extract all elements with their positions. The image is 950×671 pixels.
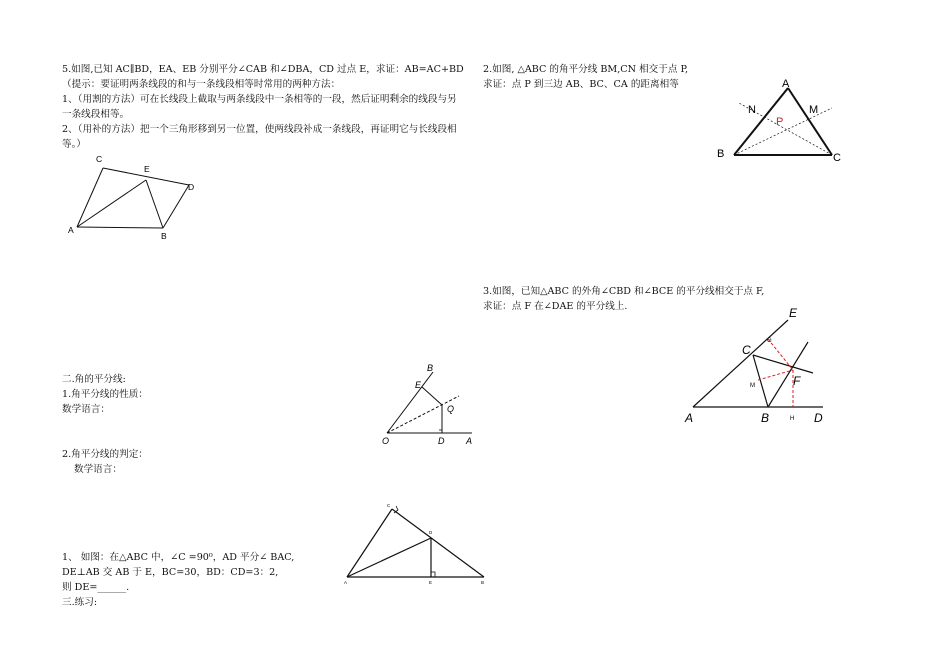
label-p: P	[776, 116, 784, 128]
angle-bisector-judgment: 2.角平分线的判定：	[62, 449, 148, 460]
section2-heading: 二.角的平分线:	[62, 374, 126, 385]
label-e: E	[144, 164, 150, 174]
problem2-line1: 2.如图, △ABC 的角平分线 BM,CN 相交于点 P,	[483, 64, 689, 75]
figure-angle-bisector	[375, 360, 485, 448]
label-a: A	[344, 580, 348, 585]
problem5-line6: 等。）	[62, 139, 86, 150]
label-e: E	[429, 580, 433, 585]
math-language-1: 数学语言：	[62, 404, 110, 415]
label-a: A	[685, 411, 694, 425]
problem5-line4: 一条线段相等。	[62, 109, 130, 120]
label-m: M	[809, 104, 819, 116]
example1-line1: 1、 如图：在△ABC 中，∠C =90⁰，AD 平分∠ BAC,	[62, 552, 295, 563]
label-a: A	[782, 78, 790, 90]
label-e: E	[789, 306, 798, 320]
math-language-2: 数学语言：	[74, 464, 122, 475]
label-e: E	[415, 380, 422, 390]
problem2-line2: 求证：点 P 到三边 AB、BC、CA 的距离相等	[483, 79, 679, 90]
label-f: F	[793, 374, 801, 388]
label-b: B	[427, 363, 434, 373]
problem5-line2: （提示：要证明两条线段的和与一条线段相等时常用的两种方法：	[62, 79, 341, 90]
label-d: D	[188, 182, 195, 192]
figure-problem2	[712, 75, 852, 170]
label-c: C	[833, 152, 841, 164]
label-b: B	[761, 411, 770, 425]
label-h: H	[790, 416, 795, 422]
problem3-line2: 求证：点 F 在∠DAE 的平分线上.	[483, 301, 628, 312]
label-d: D	[429, 530, 433, 535]
example1-line3: 则 DE=______.	[62, 582, 130, 593]
angle-bisector-property: 1.角平分线的性质：	[62, 389, 148, 400]
figure-example1	[340, 500, 490, 590]
problem5-line5: 2、（用补的方法）把一个三角形移到另一位置，使两线段补成一条线段，再证明它与长线段相	[62, 124, 457, 135]
example1-line2: DE⊥AB 交 AB 于 E，BC=30，BD：CD=3：2,	[62, 567, 279, 578]
label-o: O	[382, 436, 390, 446]
label-n: N	[748, 104, 756, 116]
label-d: D	[814, 411, 823, 425]
figure-problem3	[680, 300, 845, 430]
label-c: C	[742, 343, 751, 357]
label-g: G	[767, 338, 772, 344]
label-c: C	[387, 503, 391, 508]
figure-problem5	[60, 148, 210, 243]
label-b: B	[481, 580, 485, 585]
practice-heading: 三.练习:	[62, 597, 98, 608]
label-a: A	[466, 436, 473, 446]
problem5-line1: 5.如图,已知 AC∥BD，EA、EB 分别平分∠CAB 和∠DBA，CD 过点 E，求证：AB=AC+BD	[62, 64, 464, 75]
label-c: C	[96, 154, 103, 164]
label-m: M	[750, 383, 755, 389]
label-b: B	[717, 148, 725, 160]
label-d: D	[438, 436, 445, 446]
label-b: B	[161, 231, 167, 241]
label-a: A	[68, 225, 74, 235]
problem3-line1: 3.如图，已知△ABC 的外角∠CBD 和∠BCE 的平分线相交于点 F,	[483, 286, 765, 297]
problem5-line3: 1、（用割的方法）可在长线段上截取与两条线段中一条相等的一段，然后证明剩余的线段与另	[62, 94, 457, 105]
label-q: Q	[447, 404, 455, 414]
